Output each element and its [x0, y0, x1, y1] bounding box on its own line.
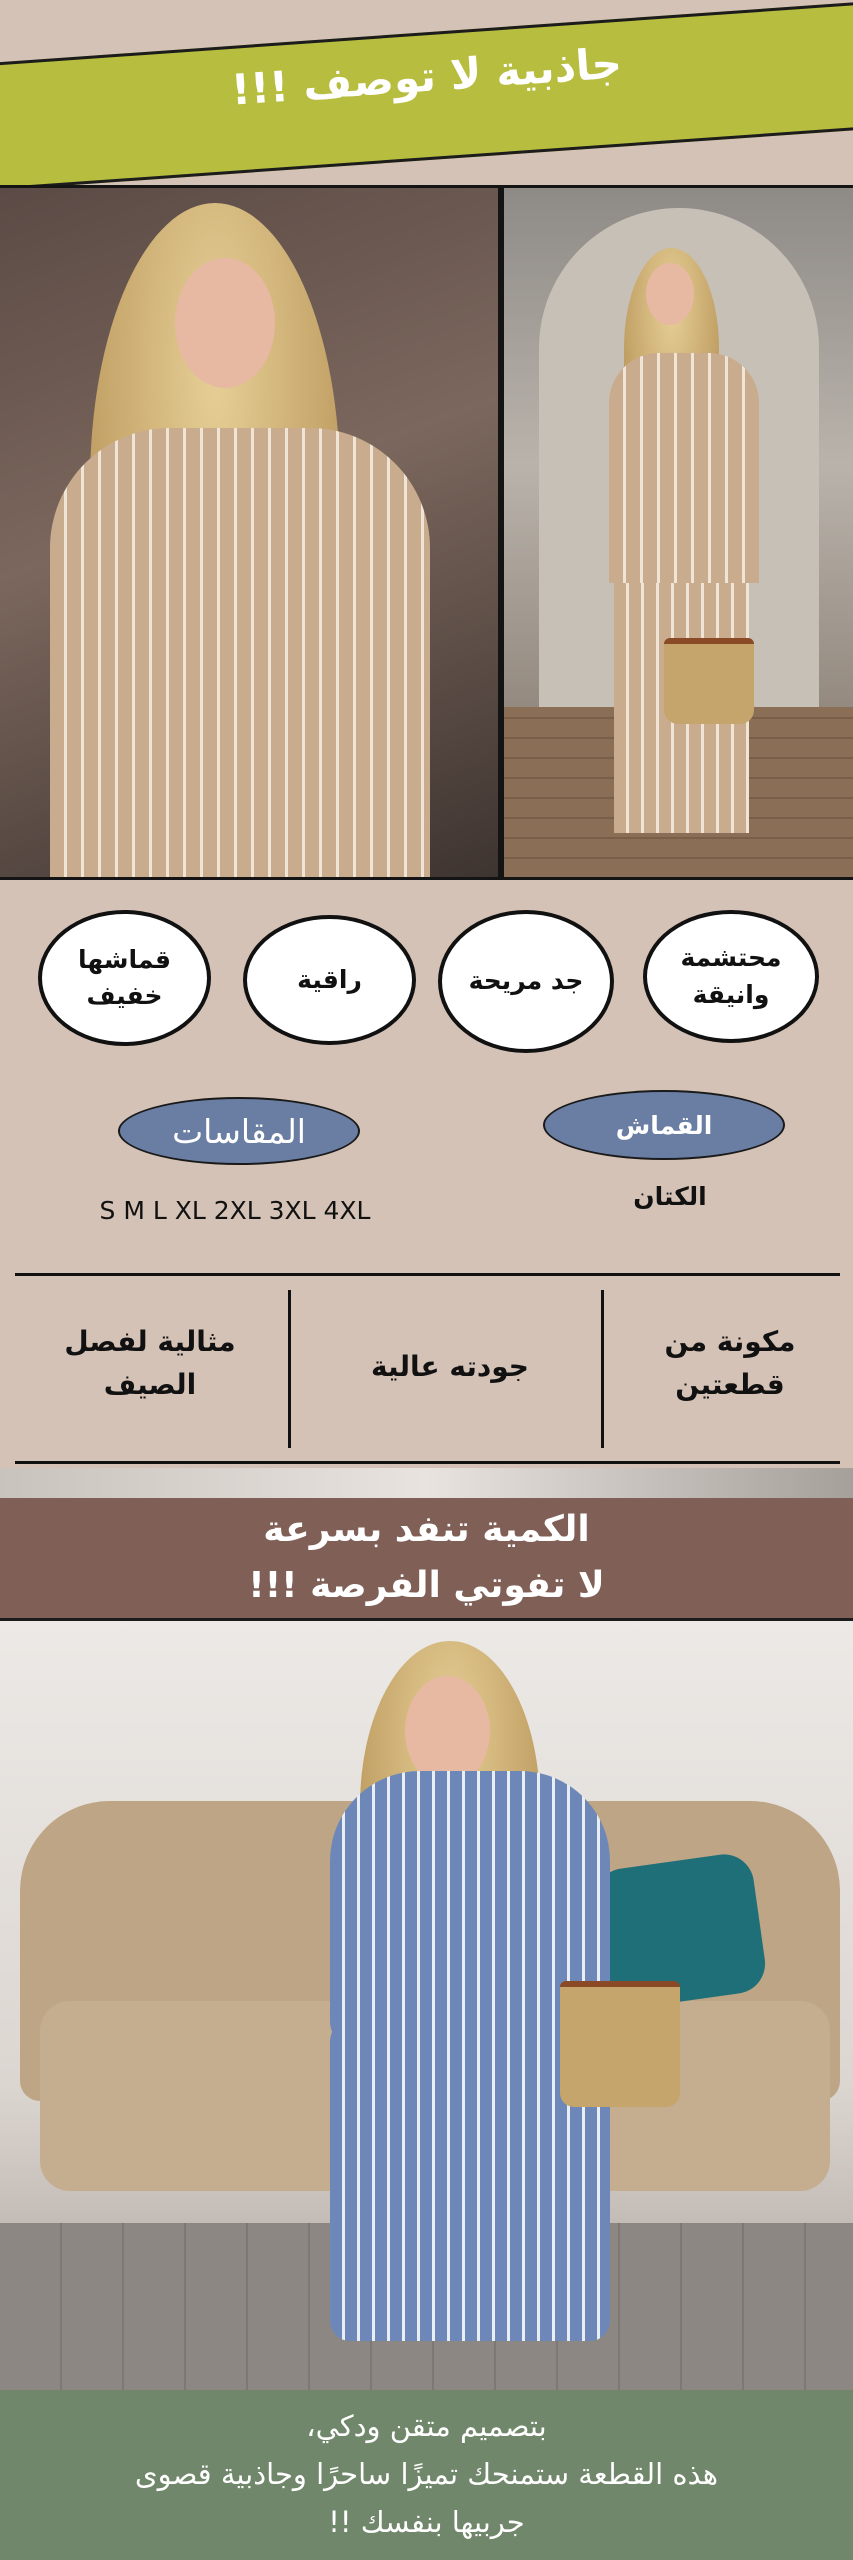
feature-oval-elegant: راقية: [243, 915, 416, 1045]
footer-line-1: بتصميم متقن ودكي،: [306, 2409, 547, 2444]
highlight-high-quality: جودته عالية: [371, 1350, 529, 1383]
footer-band: [0, 2390, 853, 2560]
straw-bag: [560, 1981, 680, 2107]
model-face: [405, 1676, 490, 1786]
product-photo-full: [504, 188, 853, 877]
divider-column: [288, 1290, 291, 1448]
footer-line-3: جربيها بنفسك !!: [328, 2504, 525, 2539]
model-face: [175, 258, 275, 388]
striped-blouse: [609, 353, 759, 583]
sizes-label-pill: المقاسات: [118, 1097, 360, 1165]
sizes-value: S M L XL 2XL 3XL 4XL: [99, 1196, 371, 1225]
urgency-line-1: الكمية تنفد بسرعة: [263, 1509, 590, 1551]
photo-strip: [0, 1468, 853, 1498]
footer-line-2: هذه القطعة ستمنحك تميزًا ساحرًا وجاذبية قصوى: [134, 2457, 719, 2492]
fabric-value: الكتان: [633, 1182, 707, 1211]
straw-bag: [664, 638, 754, 724]
striped-blouse: [50, 428, 430, 877]
banner-title: جاذبية لا توصف !!!: [229, 38, 624, 115]
highlight-summer: مثالية لفصل الصيف: [64, 1325, 236, 1402]
product-photo-sofa: [0, 1618, 853, 2393]
highlight-two-pieces: مكونة من قطعتين: [664, 1325, 796, 1402]
model-face: [646, 263, 694, 325]
product-photos: [0, 185, 853, 880]
urgency-line-2: لا تفوتي الفرصة !!!: [248, 1565, 605, 1606]
divider-column: [601, 1290, 604, 1448]
fabric-label-pill: القماش: [543, 1090, 785, 1160]
divider-top: [15, 1273, 840, 1276]
divider-bottom: [15, 1461, 840, 1464]
feature-oval-comfortable: جد مريحة: [438, 910, 614, 1053]
product-photo-closeup: [0, 188, 498, 877]
urgency-band: [0, 1498, 853, 1618]
feature-oval-modest: محتشمة وانيقة: [643, 910, 819, 1043]
feature-oval-light-fabric: قماشها خفيف: [38, 910, 211, 1046]
